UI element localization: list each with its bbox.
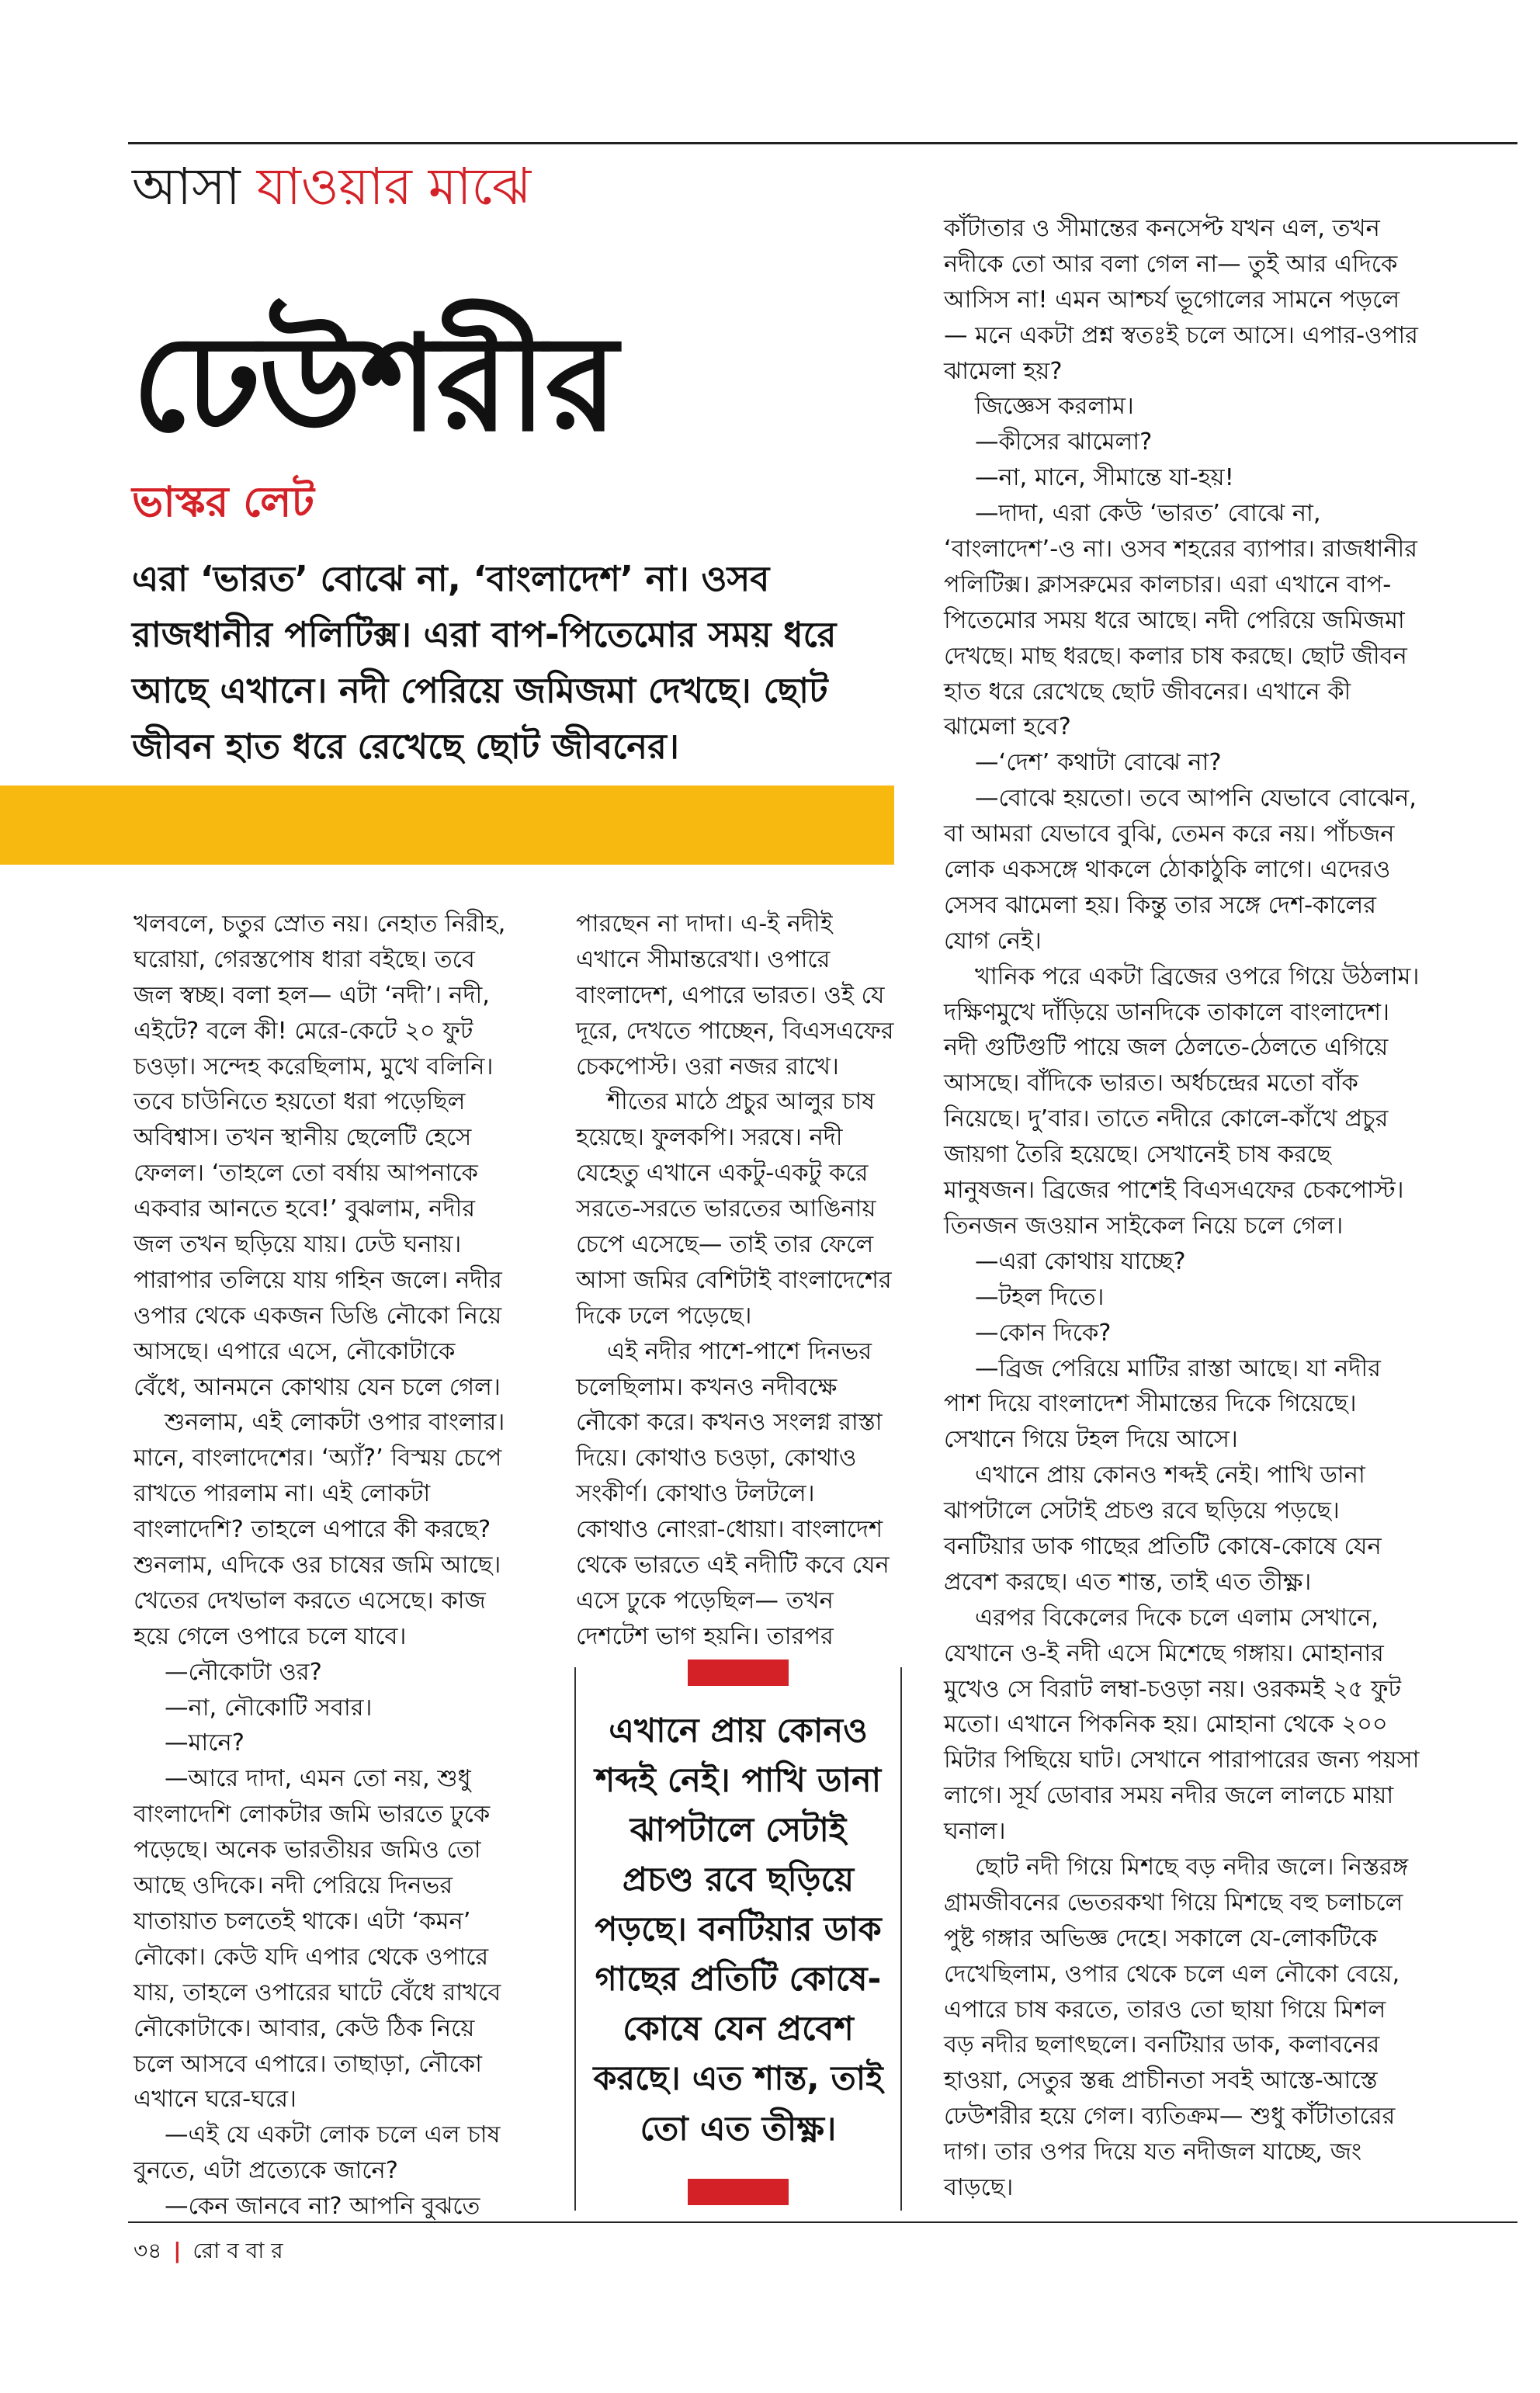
magazine-name: রো ব বা র: [192, 2238, 283, 2263]
paragraph: এখানে প্রায় কোনও শব্দই নেই। পাখি ডানা ঝাপটালে সেটাই প্রচণ্ড রবে ছড়িয়ে পড়ছে। বনটিয়ার ডাক গাছের প্রতিটি কোষে-কোষে যেন প্রবেশ করছে। এত শান্ত, তাই এত তীক্ষ্ণ।: [944, 1462, 1382, 1596]
section-title: [132, 159, 531, 216]
dialogue-line: —দাদা, এরা কেউ ‘ভারত’ বোঝে না, ‘বাংলাদেশ’-ও না। ওসব শহরের ব্যাপার। রাজধানীর পলিটিক্স। ক্লাসরুমের কালচার। এরা এখানে বাপ-পিতেমোর সময় ধরে আছে। নদী পেরিয়ে জমিজমা দেখছে। মাছ ধরছে। কলার চাষ করছে। ছোট জীবন হাত ধরে রেখেছে ছোট জীবনের। এখানে কী ঝামেলা হবে?: [944, 500, 1418, 741]
top-rule: [128, 142, 1517, 144]
dialogue-line: —কোন দিকে?: [975, 1319, 1112, 1347]
dialogue-line: —এই যে একটা লোক চলে এল চাষ বুনতে, এটা প্রত্যেকে জানে?: [134, 2121, 501, 2185]
pullquote-bottom-bar: [688, 2179, 789, 2205]
dialogue-line: —না, নৌকোটি সবার।: [165, 1694, 373, 1722]
article-column-3: [944, 211, 1421, 2206]
standfirst: এরা ‘ভারত’ বোঝে না, ‘বাংলাদেশ’ না। ওসব রাজধানীর পলিটিক্স। এরা বাপ-পিতেমোর সময় ধরে আছে এখানে। নদী পেরিয়ে জমিজমা দেখছে। ছোট জীবন হাত ধরে রেখেছে ছোট জীবনের।: [132, 558, 837, 767]
paragraph: জিজ্ঞেস করলাম।: [975, 393, 1134, 421]
paragraph: ছোট নদী গিয়ে মিশছে বড় নদীর জলে। নিস্তরঙ্গ গ্রামজীবনের ভেতরকথা গিয়ে মিশছে বহু চলাচলে পুষ্ট গঙ্গার অভিজ্ঞ দেহে। সকালে যে-লোকটিকে দেখেছিলাম, ওপার থেকে চলে এল নৌকো বেয়ে, এপারে চাষ করতে, তারও তো ছায়া গিয়ে মিশল বড় নদীর ছলাৎছলে। বনটিয়ার ডাক, কলাবনের হাওয়া, সেতুর স্তব্ধ প্রাচীনতা সবই আস্তে-আস্তে ঢেউশরীর হয়ে গেল। ব্যতিক্রম— শুধু কাঁটাতারের দাগ। তার ওপর দিয়ে যত নদীজল যাচ্ছে, জং বাড়ছে।: [944, 1853, 1409, 2201]
pull-quote: [591, 1659, 885, 2205]
paragraph: খলবলে, চতুর স্রোত নয়। নেহাত নিরীহ, ঘরোয়া, গেরস্তপোষ ধারা বইছে। তবে জল স্বচ্ছ। বলা হল— এটা ‘নদী’। নদী, এইটে? বলে কী! মেরে-কেটে ২০ ফুট চওড়া। সন্দেহ করেছিলাম, মুখে বলিনি। তবে চাউনিতে হয়তো ধরা পড়েছিল অবিশ্বাস। তখন স্থানীয় ছেলেটি হেসে ফেলল। ‘তাহলে তো বর্ষায় আপনাকে একবার আনতে হবে!’ বুঝলাম, নদীর জল তখন ছড়িয়ে যায়। ঢেউ ঘনায়। পারাপার তলিয়ে যায় গহিন জলে। নদীর ওপার থেকে একজন ডিঙি নৌকো নিয়ে আসছে। এপারে এসে, নৌকোটাকে বেঁধে, আনমনে কোথায় যেন চলে গেল।: [134, 910, 506, 1401]
dialogue-line: —কেন জানবে না? আপনি বুঝতে: [165, 2193, 480, 2221]
article-column-1: [134, 907, 510, 2225]
dialogue-line: —এরা কোথায় যাচ্ছে?: [975, 1247, 1186, 1275]
dialogue-line: —আরে দাদা, এমন তো নয়, শুধু বাংলাদেশি লোকটার জমি ভারতে ঢুকে পড়েছে। অনেক ভারতীয়র জমিও তো আছে ওদিকে। নদী পেরিয়ে দিনভর যাতায়াত চলতেই থাকে। এটা ‘কমন’ নৌকো। কেউ যদি এপার থেকে ওপারে যায়, তাহলে ওপারের ঘাটে বেঁধে রাখবে নৌকোটাকে। আবার, কেউ ঠিক নিয়ে চলে আসবে এপারে। তাছাড়া, নৌকো এখানে ঘরে-ঘরে।: [134, 1765, 501, 2114]
page-footer: [134, 2234, 283, 2270]
paragraph: কাঁটাতার ও সীমান্তের কনসেপ্ট যখন এল, তখন নদীকে তো আর বলা গেল না— তুই আর এদিকে আসিস না! এমন আশ্চর্য ভূগোলের সামনে পড়লে— মনে একটা প্রশ্ন স্বতঃই চলে আসে। এপার-ওপার ঝামেলা হয়?: [944, 215, 1418, 385]
dialogue-line: —কীসের ঝামেলা?: [975, 428, 1153, 456]
headline: ঢেউশরীর: [132, 306, 616, 461]
section-title-part2: যাওয়ার মাঝে: [256, 157, 532, 217]
paragraph: শুনলাম, এই লোকটা ওপার বাংলার। মানে, বাংলাদেশের। ‘অ্যাঁ?’ বিস্ময় চেপে রাখতে পারলাম না। এই লোকটা বাংলাদেশি? তাহলে এপারে কী করছে? শুনলাম, এদিকে ওর চাষের জমি আছে। খেতের দেখভাল করতে এসেছে। কাজ হয়ে গেলে ওপারে চলে যাবে।: [134, 1409, 505, 1650]
dialogue-line: —মানে?: [165, 1729, 245, 1757]
article-column-2: [576, 907, 894, 1655]
dialogue-line: —টহল দিতে।: [975, 1283, 1105, 1311]
dialogue-line: —ব্রিজ পেরিয়ে মাটির রাস্তা আছে। যা নদীর পাশ দিয়ে বাংলাদেশ সীমান্তের দিকে গিয়েছে। সেখানে গিয়ে টহল দিয়ে আসে।: [944, 1354, 1381, 1454]
paragraph: খানিক পরে একটা ব্রিজের ওপরে গিয়ে উঠলাম। দক্ষিণমুখে দাঁড়িয়ে ডানদিকে তাকালে বাংলাদেশ। নদী গুটিগুটি পায়ে জল ঠেলতে-ঠেলতে এগিয়ে আসছে। বাঁদিকে ভারত। অর্ধচন্দ্রের মতো বাঁক নিয়েছে। দু’বার। তাতে নদীরে কোলে-কাঁখে প্রচুর জায়গা তৈরি হয়েছে। সেখানেই চাষ করছে মানুষজন। ব্রিজের পাশেই বিএসএফের চেকপোস্ট। তিনজন জওয়ান সাইকেল নিয়ে চলে গেল।: [944, 962, 1420, 1240]
dialogue-line: —নৌকোটা ওর?: [165, 1658, 322, 1686]
byline: ভাস্কর লেট: [132, 477, 314, 526]
dialogue-line: —না, মানে, সীমান্তে যা-হয়!: [975, 464, 1234, 492]
section-title-part1: আসা: [132, 157, 241, 217]
pullquote-text: এখানে প্রায় কোনও শব্দই নেই। পাখি ডানা ঝাপটালে সেটাই প্রচণ্ড রবে ছড়িয়ে পড়ছে। বনটিয়ার ডাক গাছের প্রতিটি কোষে-কোষে যেন প্রবেশ করছে। এত শান্ত, তাই তো এত তীক্ষ্ণ।: [593, 1712, 883, 2148]
bottom-rule: [128, 2221, 1517, 2223]
dialogue-line: —বোঝে হয়তো। তবে আপনি যেভাবে বোঝেন, বা আমরা যেভাবে বুঝি, তেমন করে নয়। পাঁচজন লোক একসঙ্গে থাকলে ঠোকাঠুকি লাগে। এদেরও সেসব ঝামেলা হয়। কিন্তু তার সঙ্গে দেশ-কালের যোগ নেই।: [944, 785, 1417, 955]
footer-separator: |: [173, 2238, 182, 2263]
pullquote-left-rule: [574, 1667, 576, 2211]
paragraph: এই নদীর পাশে-পাশে দিনভর চলেছিলাম। কখনও নদীবক্ষে নৌকো করে। কখনও সংলগ্ন রাস্তা দিয়ে। কোথাও চওড়া, কোথাও সংকীর্ণ। কোথাও টলটলে। কোথাও নোংরা-ধোয়া। বাংলাদেশ থেকে ভারতে এই নদীটি কবে যেন এসে ঢুকে পড়েছিল— তখন দেশটেশ ভাগ হয়নি। তারপর: [576, 1337, 890, 1650]
yellow-band: [0, 786, 894, 865]
dialogue-line: —‘দেশ’ কথাটা বোঝে না?: [975, 749, 1222, 777]
paragraph: এরপর বিকেলের দিকে চলে এলাম সেখানে, যেখানে ও-ই নদী এসে মিশেছে গঙ্গায়। মোহানার মুখেও সে বিরাট লম্বা-চওড়া নয়। ওরকমই ২৫ ফুট মতো। এখানে পিকনিক হয়। মোহানা থেকে ২০০ মিটার পিছিয়ে ঘাট। সেখানে পারাপারের জন্য পয়সা লাগে। সূর্য ডোবার সময় নদীর জলে লালচে মায়া ঘনাল।: [944, 1604, 1420, 1846]
paragraph: শীতের মাঠে প্রচুর আলুর চাষ হয়েছে। ফুলকপি। সরষে। নদী যেহেতু এখানে একটু-একটু করে সরতে-সরতে ভারতের আঙিনায় চেপে এসেছে— তাই তার ফেলে আসা জমির বেশিটাই বাংলাদেশের দিকে ঢলে পড়েছে।: [576, 1088, 892, 1330]
page-number: ৩৪: [134, 2238, 162, 2263]
paragraph: পারছেন না দাদা। এ-ই নদীই এখানে সীমান্তরেখা। ওপারে বাংলাদেশ, এপারে ভারত। ওই যে দূরে, দেখতে পাচ্ছেন, বিএসএফের চেকপোস্ট। ওরা নজর রাখে।: [576, 910, 894, 1080]
pullquote-right-rule: [900, 1667, 902, 2211]
pullquote-top-bar: [688, 1659, 789, 1686]
